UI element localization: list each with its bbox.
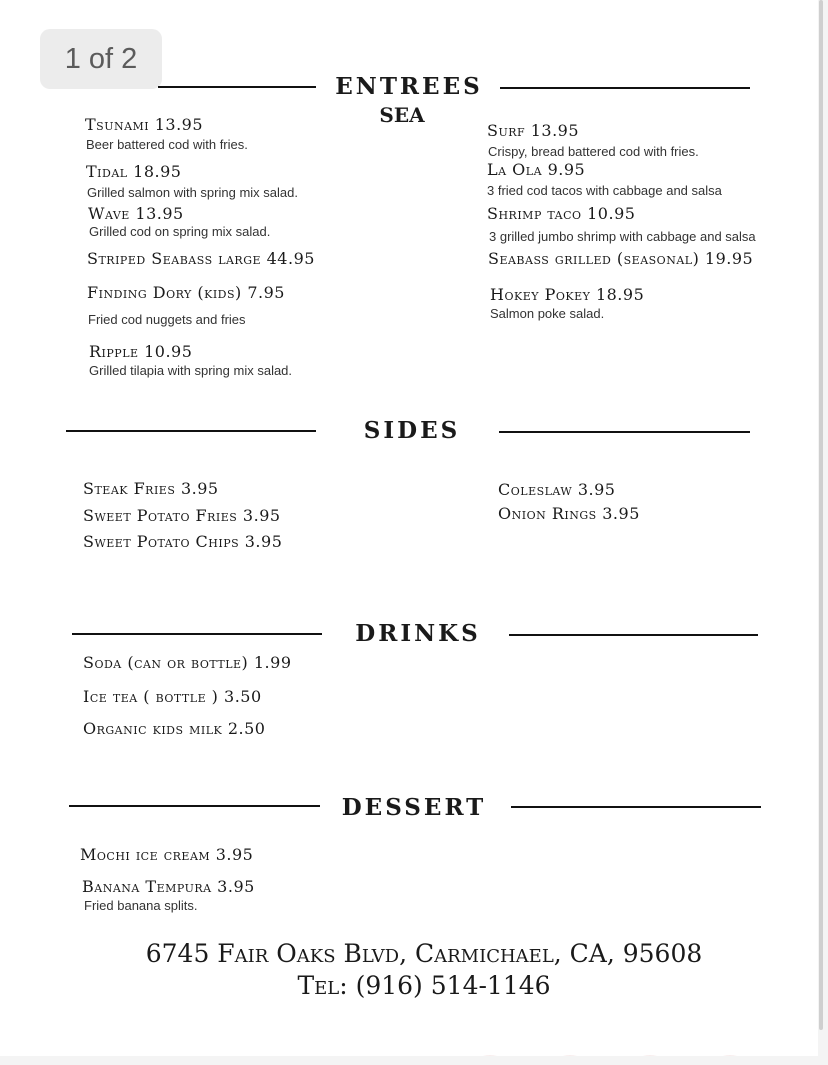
menu-item-name: Ice tea ( bottle ) 3.50 bbox=[83, 687, 262, 706]
menu-item-name: Organic kids milk 2.50 bbox=[83, 719, 266, 738]
menu-item-desc: Grilled cod on spring mix salad. bbox=[89, 224, 271, 239]
menu-item-name: Surf 13.95 bbox=[487, 121, 580, 140]
menu-item-name: Onion Rings 3.95 bbox=[498, 504, 640, 523]
scrollbar[interactable] bbox=[819, 0, 823, 1030]
drinks-rule-right bbox=[509, 634, 758, 636]
menu-item-desc: Fried cod nuggets and fries bbox=[88, 312, 246, 327]
dessert-heading: DESSERT bbox=[341, 794, 487, 821]
sides-rule-right bbox=[499, 431, 750, 433]
entrees-rule-right bbox=[500, 87, 750, 89]
menu-item-name: Hokey Pokey 18.95 bbox=[490, 285, 645, 304]
menu-item-name: Soda (can or bottle) 1.99 bbox=[83, 653, 292, 672]
menu-item-name: Coleslaw 3.95 bbox=[498, 480, 616, 499]
menu-item-desc: Grilled salmon with spring mix salad. bbox=[87, 185, 298, 200]
menu-item-name: Mochi ice cream 3.95 bbox=[80, 845, 254, 864]
menu-item-desc: 3 grilled jumbo shrimp with cabbage and salsa bbox=[489, 229, 756, 244]
menu-item-desc: Beer battered cod with fries. bbox=[86, 137, 248, 152]
menu-item-name: Banana Tempura 3.95 bbox=[82, 877, 255, 896]
entrees-rule-left bbox=[158, 86, 316, 88]
menu-item-desc: 3 fried cod tacos with cabbage and salsa bbox=[487, 183, 722, 198]
drinks-heading: DRINKS bbox=[355, 620, 481, 647]
menu-item-name: Sweet Potato Chips 3.95 bbox=[83, 532, 283, 551]
sides-rule-left bbox=[66, 430, 316, 432]
menu-item-name: La Ola 9.95 bbox=[487, 160, 586, 179]
page-indicator: 1 of 2 bbox=[40, 29, 162, 89]
menu-item-name: Sweet Potato Fries 3.95 bbox=[83, 506, 281, 525]
menu-item-desc: Salmon poke salad. bbox=[490, 306, 605, 321]
menu-item-desc: Grilled tilapia with spring mix salad. bbox=[89, 363, 293, 378]
menu-item-name: Shrimp taco 10.95 bbox=[487, 204, 636, 223]
menu-item-name: Striped Seabass large 44.95 bbox=[87, 249, 315, 268]
menu-item-name: Wave 13.95 bbox=[88, 204, 184, 223]
entrees-heading: ENTREES bbox=[335, 73, 483, 100]
footer-address: 6745 Fair Oaks Blvd, Carmichael, CA, 95608 bbox=[145, 939, 703, 968]
menu-item-name: Tsunami 13.95 bbox=[85, 115, 204, 134]
menu-item-name: Ripple 10.95 bbox=[89, 342, 193, 361]
decorative-flourish bbox=[470, 1052, 790, 1056]
menu-item-name: Seabass grilled (seasonal) 19.95 bbox=[488, 249, 754, 268]
dessert-rule-left bbox=[69, 805, 320, 807]
menu-item-name: Steak Fries 3.95 bbox=[83, 479, 219, 498]
menu-item-name: Finding Dory (kids) 7.95 bbox=[87, 283, 285, 302]
menu-item-name: Tidal 18.95 bbox=[86, 162, 182, 181]
menu-item-desc: Fried banana splits. bbox=[84, 898, 198, 913]
drinks-rule-left bbox=[72, 633, 322, 635]
footer-phone: Tel: (916) 514-1146 bbox=[297, 971, 551, 1000]
sides-heading: SIDES bbox=[363, 417, 461, 444]
entrees-subheading: SEA bbox=[379, 103, 425, 127]
menu-item-desc: Crispy, bread battered cod with fries. bbox=[488, 144, 699, 159]
dessert-rule-right bbox=[511, 806, 761, 808]
